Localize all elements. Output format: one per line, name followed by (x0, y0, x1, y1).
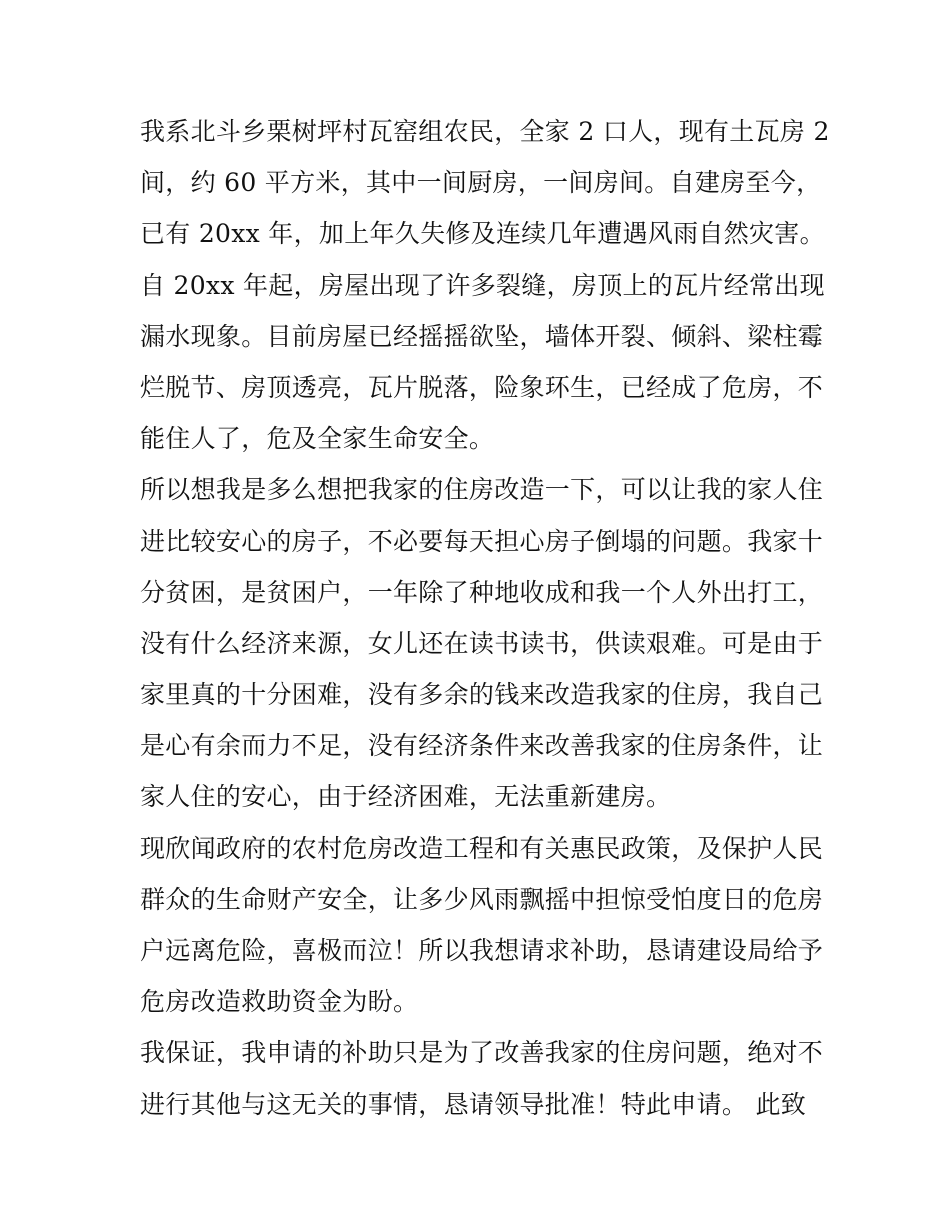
text-line: 已有 20xx 年，加上年久失修及连续几年遭遇风雨自然灾害。 (140, 219, 825, 249)
text-line: 进行其他与这无关的事情，恳请领导批准！特此申请。 此致 (140, 1089, 807, 1119)
text-line: 危房改造救助资金为盼。 (140, 987, 419, 1017)
text-line: 家里真的十分困难，没有多余的钱来改造我家的住房，我自己 (140, 680, 824, 710)
text-line: 进比较安心的房子，不必要每天担心房子倒塌的问题。我家十 (140, 526, 824, 556)
text-line: 能住人了，危及全家生命安全。 (140, 424, 495, 454)
text-line: 漏水现象。目前房屋已经摇摇欲坠，墙体开裂、倾斜、梁柱霉 (140, 321, 824, 351)
text-line: 没有什么经济来源，女儿还在读书读书，供读艰难。可是由于 (140, 628, 824, 658)
text-line: 我保证，我申请的补助只是为了改善我家的住房问题，绝对不 (140, 1038, 824, 1068)
text-line: 烂脱节、房顶透亮，瓦片脱落，险象环生，已经成了危房，不 (140, 372, 824, 402)
text-line: 间，约 60 平方米，其中一间厨房，一间房间。自建房至今， (140, 168, 822, 198)
text-line: 家人住的安心，由于经济困难，无法重新建房。 (140, 782, 672, 812)
text-line: 自 20xx 年起，房屋出现了许多裂缝，房顶上的瓦片经常出现 (140, 270, 825, 300)
letter-body (140, 106, 830, 1130)
text-line: 群众的生命财产安全，让多少风雨飘摇中担惊受怕度日的危房 (140, 884, 824, 914)
text-line: 分贫困，是贫困户，一年除了种地收成和我一个人外出打工， (140, 577, 824, 607)
text-line: 是心有余而力不足，没有经济条件来改善我家的住房条件，让 (140, 731, 824, 761)
text-line: 户远离危险，喜极而泣！所以我想请求补助，恳请建设局给予 (140, 936, 824, 965)
text-line: 我系北斗乡栗树坪村瓦窑组农民，全家 2 口人，现有土瓦房 2 (140, 117, 830, 146)
text-line: 所以想我是多么想把我家的住房改造一下，可以让我的家人住 (140, 475, 824, 505)
text-line: 现欣闻政府的农村危房改造工程和有关惠民政策，及保护人民 (140, 833, 824, 863)
